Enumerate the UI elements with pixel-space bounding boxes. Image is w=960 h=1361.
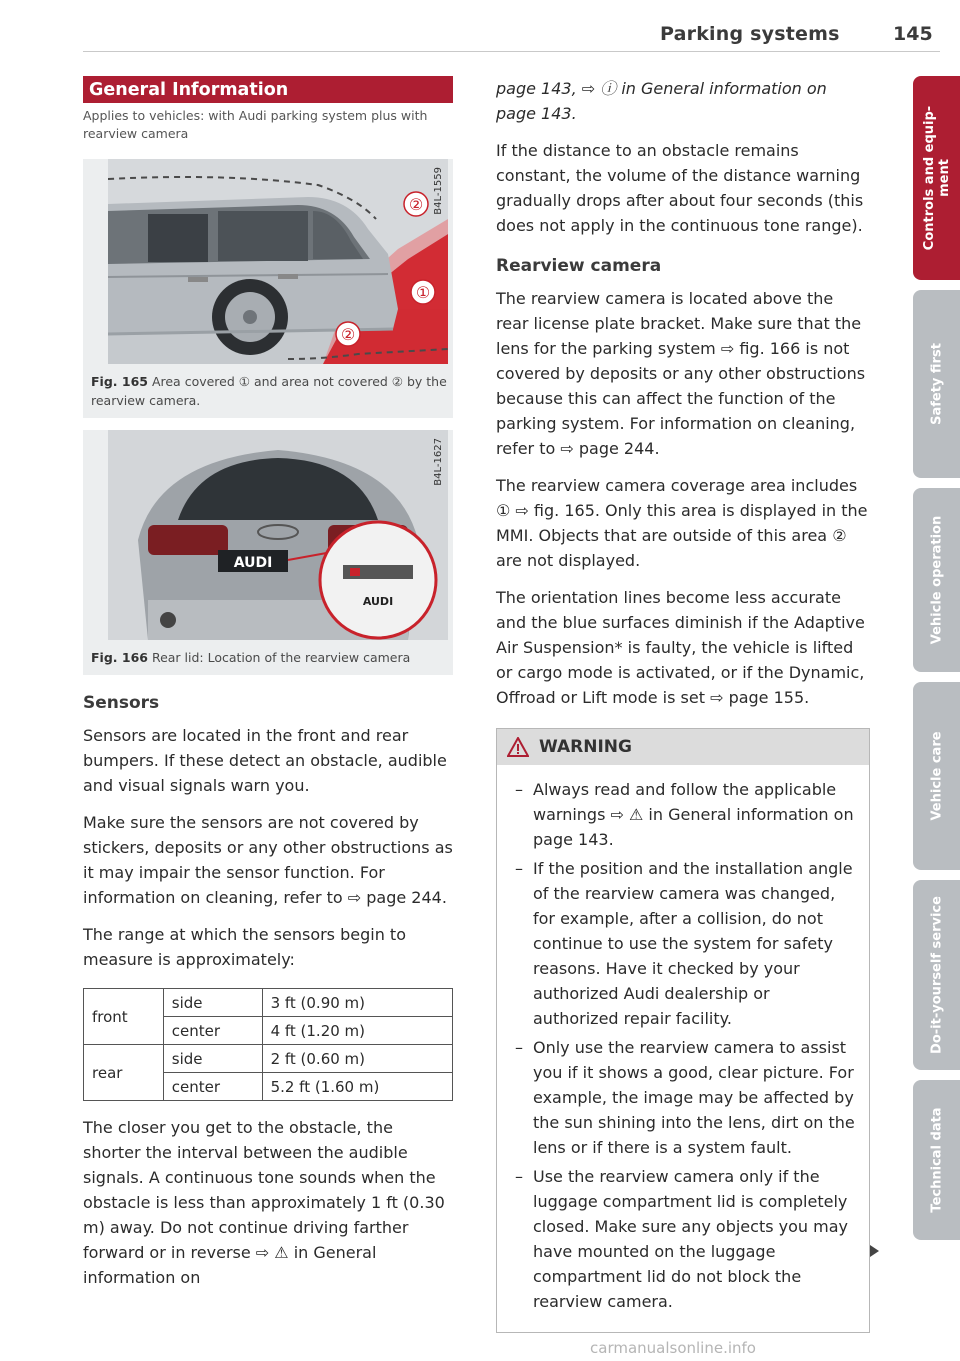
figure-166-image <box>108 430 448 640</box>
figure-165-image <box>108 159 448 364</box>
caption-number: Fig. 166 <box>91 650 148 665</box>
continue-arrow-icon <box>870 1245 879 1257</box>
tab-technical-data[interactable] <box>913 1080 960 1240</box>
table-cell: side <box>163 1045 262 1073</box>
table-cell: 2 ft (0.60 m) <box>262 1045 452 1073</box>
applies-note: Applies to vehicles: with Audi parking system plus with rearview camera <box>83 108 428 141</box>
suv-side-illustration <box>108 159 448 364</box>
sensors-paragraph-3: The range at which the sensors begin to measure is approximately: <box>83 925 406 969</box>
page-number: 145 <box>893 23 933 45</box>
table-cell: 5.2 ft (1.60 m) <box>262 1073 452 1101</box>
rearview-paragraph-1: The rearview camera is located above the rear license plate bracket. Make sure that the lens for the parking system ⇨ fig. 166 is not covered by deposits or any other obstructions because this can affect the function of the parking system. For information on cleaning, refer to ⇨ page 244. <box>496 289 866 458</box>
tab-label: Vehicle operation <box>929 515 944 645</box>
caption-number: Fig. 165 <box>91 374 148 389</box>
figure-166 <box>83 430 453 675</box>
caption-text: Rear lid: Location of the rearview camera <box>151 650 411 665</box>
figure-165-caption <box>83 364 453 418</box>
warning-header <box>497 729 869 765</box>
watermark: carmanualsonline.info <box>590 1339 756 1357</box>
left-column <box>83 76 453 1290</box>
tab-label: Vehicle care <box>929 731 944 821</box>
sensors-paragraph-2: Make sure the sensors are not covered by stickers, deposits or any other obstructions as it may impair the sensor function. For information on cleaning, refer to ⇨ page 244. <box>83 813 453 907</box>
sensors-paragraph-4: The closer you get to the obstacle, the shorter the interval between the audible signals. A continuous tone sounds when the obstacle is less than approximately 1 ft (0.30 m) away. Do not continue driving farther forward or in reverse ⇨ ⚠ in General information on <box>83 1118 445 1287</box>
warning-title: WARNING <box>539 737 632 757</box>
volume-paragraph: If the distance to an obstacle remains constant, the volume of the distance warning gradually drops after about four seconds (this does not apply in the continuous tone range). <box>496 141 864 235</box>
figure-165 <box>83 159 453 418</box>
rear-lid-illustration <box>108 430 448 640</box>
sensors-heading: Sensors <box>83 693 160 713</box>
continued-paragraph: page 143, ⇨ ⓘ in General information on page 143. <box>496 79 827 123</box>
list-item: – Always read and follow the applicable warnings ⇨ ⚠ in General information on page 143. <box>507 777 857 852</box>
tab-vehicle-care[interactable] <box>913 682 960 870</box>
running-title: Parking systems <box>660 23 840 45</box>
tab-diy-service[interactable] <box>913 880 960 1070</box>
table-cell: rear <box>84 1045 164 1101</box>
sensors-paragraph-1: Sensors are located in the front and rear bumpers. If these detect an obstacle, audible and visual signals warn you. <box>83 726 447 795</box>
tab-label: Technical data <box>929 1107 944 1213</box>
list-item: – If the position and the installation angle of the rearview camera was changed, for example, after a collision, do not continue to use the system for safety reasons. Have it checked by your authorized Audi dealership or authorized repair facility. <box>507 856 857 1031</box>
warning-box <box>496 728 870 1333</box>
table-cell: 4 ft (1.20 m) <box>262 1017 452 1045</box>
caption-text: Area covered ① and area not covered ② by the rearview camera. <box>91 374 447 408</box>
warning-triangle-icon <box>507 737 529 757</box>
plate-badge: AUDI <box>233 555 273 571</box>
chapter-tabs <box>913 76 960 1250</box>
header-rule <box>83 51 940 52</box>
section-title: General Information <box>83 76 453 103</box>
marker-2-bottom: ② <box>340 325 356 344</box>
tab-label: Safety first <box>929 343 944 425</box>
table-cell: center <box>163 1073 262 1101</box>
rearview-heading: Rearview camera <box>496 256 662 276</box>
rearview-paragraph-3: The orientation lines become less accurate and the blue surfaces diminish if the Adaptive Air Suspension* is faulty, the vehicle is lifted or cargo mode is activated, or if the Dynamic, Offroad or Lift mode is set ⇨ page 155. <box>496 588 865 707</box>
table-cell: 3 ft (0.90 m) <box>262 989 452 1017</box>
table-cell: center <box>163 1017 262 1045</box>
list-item: – Use the rearview camera only if the luggage compartment lid is completely closed. Make sure any objects you may have mounted on the luggage compartment lid do not block the rearview camera. <box>507 1164 857 1314</box>
marker-2-top: ② <box>408 195 424 214</box>
table-cell: side <box>163 989 262 1017</box>
warning-list <box>497 765 869 1332</box>
table-row <box>84 1045 453 1073</box>
table-row <box>84 989 453 1017</box>
marker-1: ① <box>415 283 431 302</box>
svg-text:AUDI: AUDI <box>362 595 394 608</box>
rearview-paragraph-2: The rearview camera coverage area includes ① ⇨ fig. 165. Only this area is displayed in the MMI. Objects that are outside of this area ② are not displayed. <box>496 476 868 570</box>
tab-vehicle-operation[interactable] <box>913 488 960 672</box>
tab-controls[interactable] <box>913 76 960 280</box>
figure-166-caption <box>83 640 453 675</box>
right-column <box>496 76 870 1333</box>
tab-label: Controls and equip-ment <box>921 105 952 251</box>
tab-label: Do-it-yourself service <box>929 896 944 1054</box>
figure-165-code: B4L-1559 <box>433 167 444 215</box>
list-item: – Only use the rearview camera to assist you if it shows a good, clear picture. For example, the image may be affected by the sun shining into the lens, dirt on the lens or if there is a system fault. <box>507 1035 857 1160</box>
tab-safety[interactable] <box>913 290 960 478</box>
sensor-range-table <box>83 988 453 1101</box>
table-cell: front <box>84 989 164 1045</box>
figure-166-code: B4L-1627 <box>433 438 444 486</box>
